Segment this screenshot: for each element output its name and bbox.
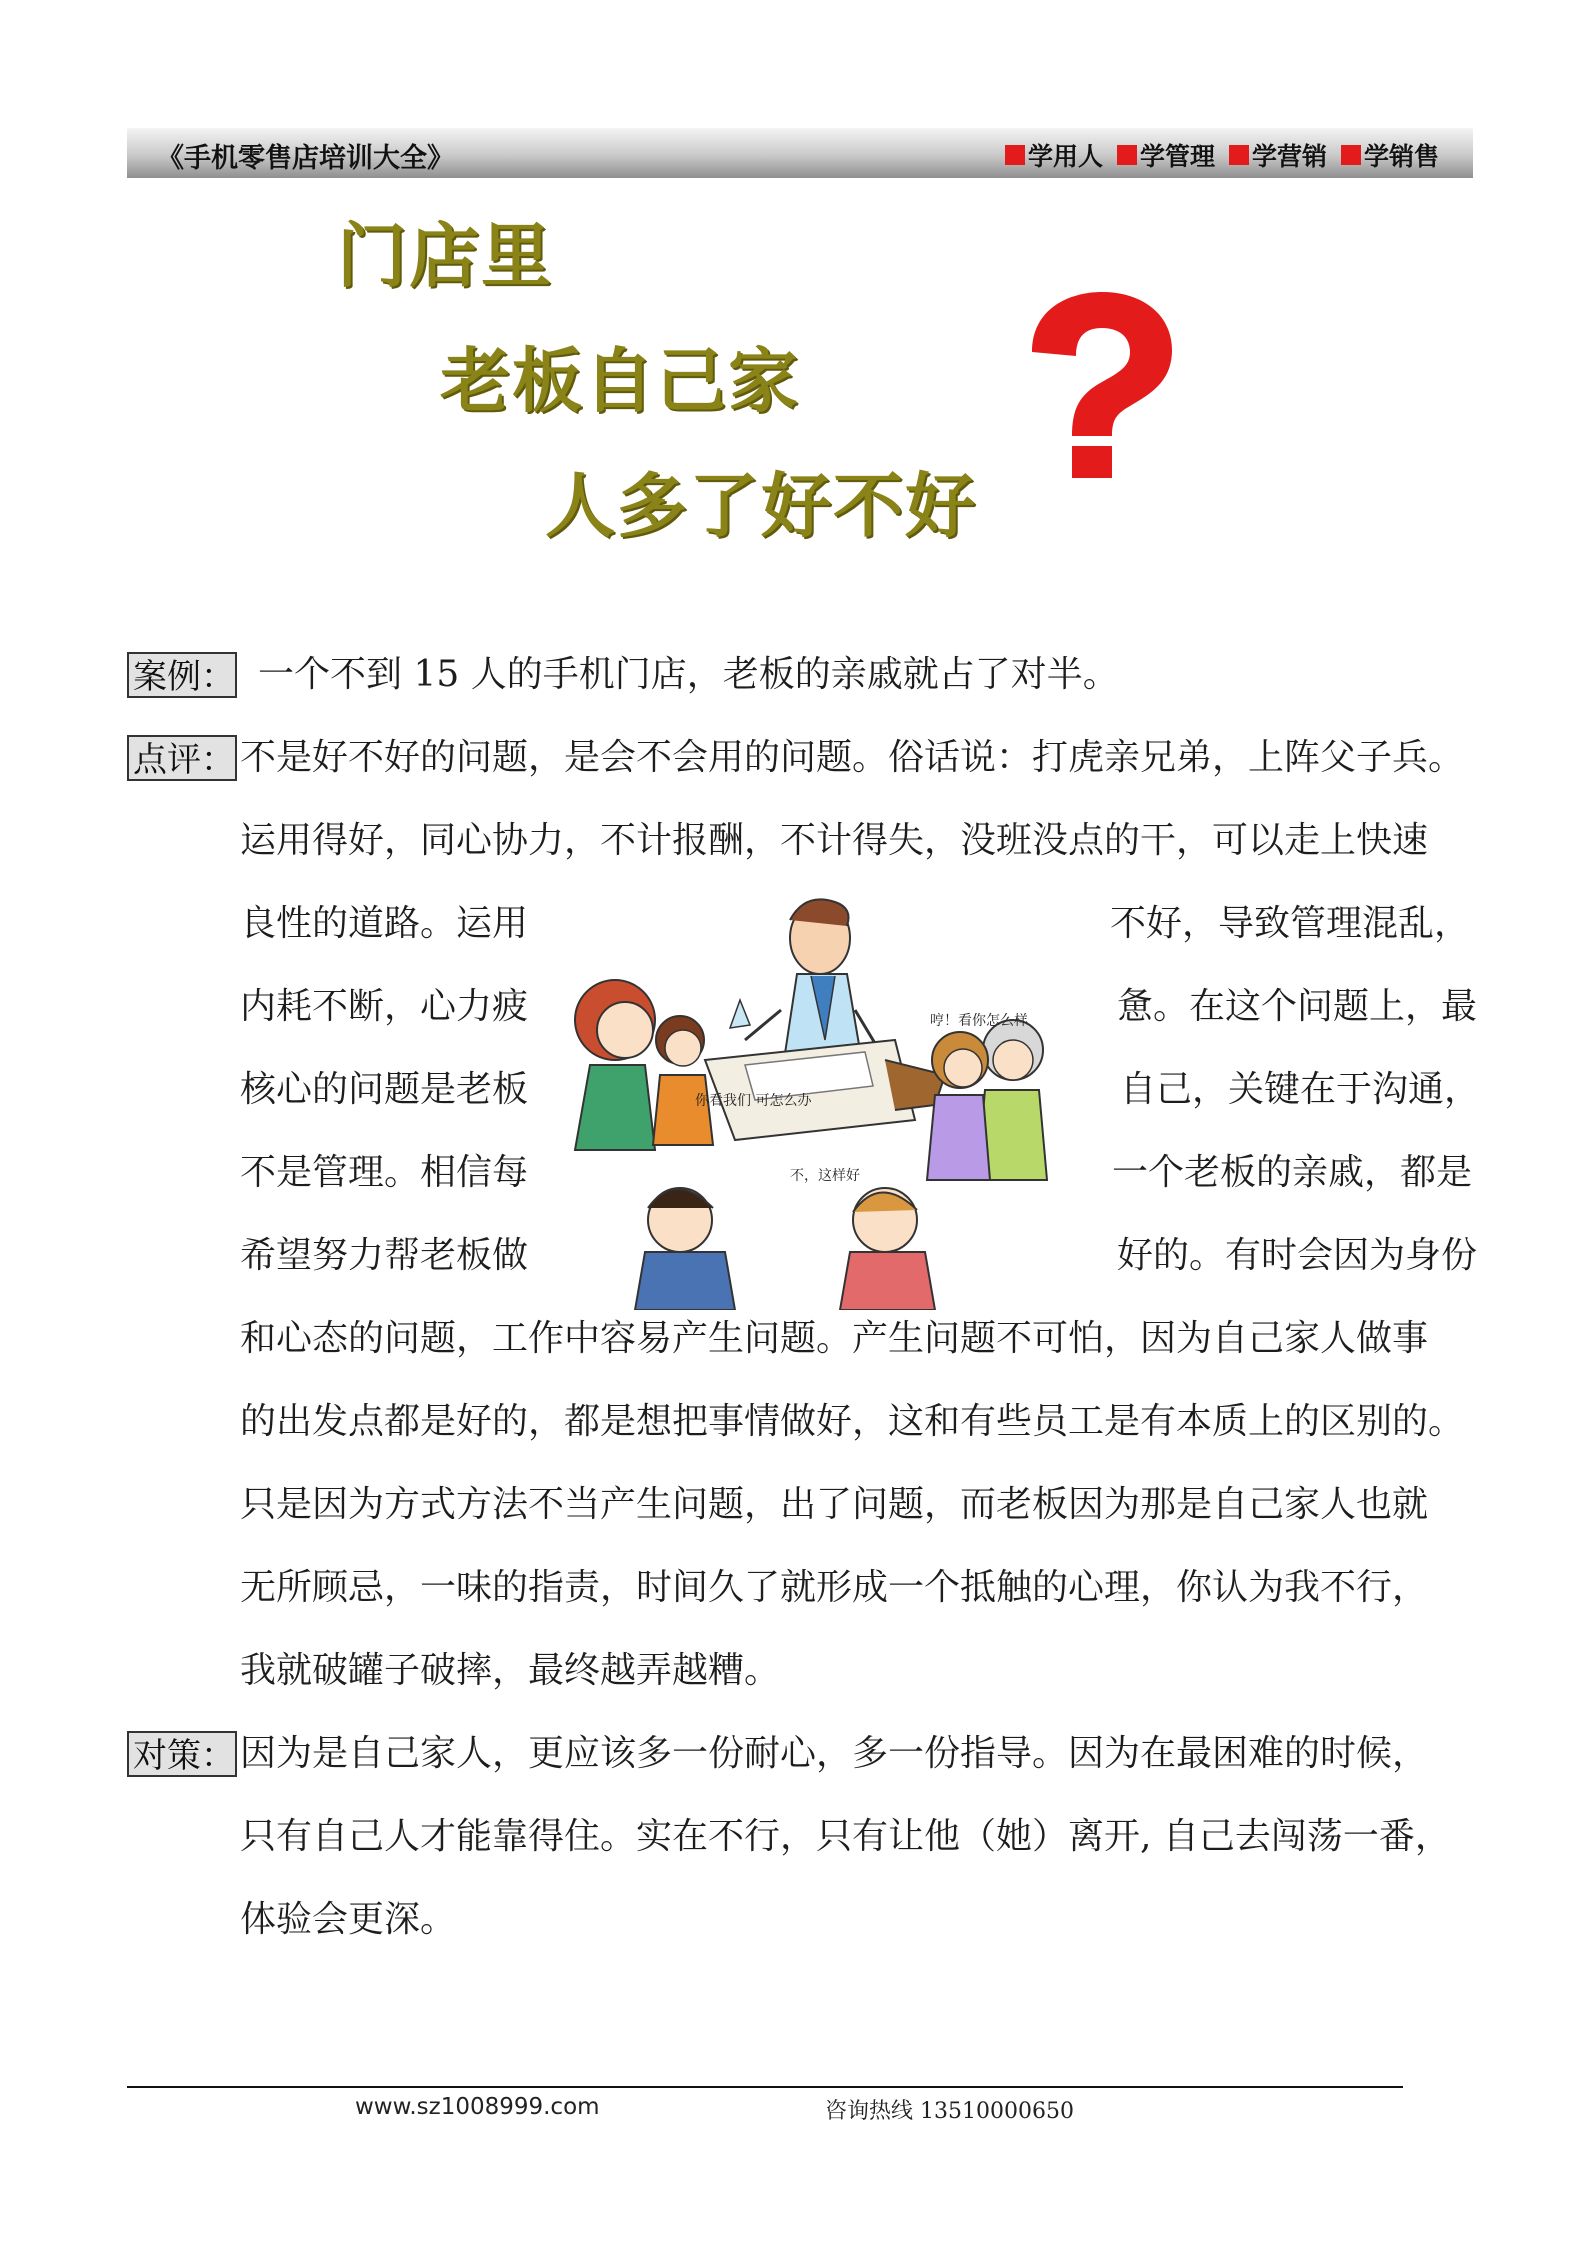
header-tag: 学管理: [1117, 137, 1215, 173]
footer-url[interactable]: www.sz1008999.com: [355, 2094, 600, 2120]
comment-line: 希望努力帮老板做: [240, 1235, 529, 1276]
header-tag: 学用人: [1005, 137, 1103, 173]
red-square-icon: [1117, 145, 1137, 165]
comment-label: 点评：: [127, 735, 237, 781]
bottom-relatives: [635, 1167, 935, 1310]
strategy-label: 对策：: [127, 1731, 237, 1777]
header-tag: 学营销: [1229, 137, 1327, 173]
red-square-icon: [1005, 145, 1025, 165]
comment-line: 一个老板的亲戚，都是: [1112, 1152, 1473, 1193]
comment-line: 只是因为方式方法不当产生问题，出了问题，而老板因为那是自己家人也就: [240, 1484, 1429, 1525]
comment-line: 好的。有时会因为身份: [1117, 1235, 1478, 1276]
header-tag: 学销售: [1341, 137, 1439, 173]
case-text: 一个不到 15 人的手机门店，老板的亲戚就占了对半。: [258, 654, 1119, 695]
question-mark-icon: [1010, 290, 1180, 480]
comment-line: 惫。在这个问题上，最: [1117, 986, 1478, 1027]
comment-line: 核心的问题是老板: [240, 1069, 529, 1110]
comment-line: 无所顾忌，一味的指责，时间久了就形成一个抵触的心理，你认为我不行，: [240, 1567, 1429, 1608]
comment-line: 内耗不断，心力疲: [240, 986, 529, 1027]
comment-line: 不是管理。相信每: [240, 1152, 529, 1193]
speech-center: 不，这样好: [790, 1168, 860, 1184]
comment-line: 自己，关键在于沟通，: [1120, 1069, 1481, 1110]
family-cartoon-illustration: [535, 890, 1095, 1310]
red-square-icon: [1341, 145, 1361, 165]
title-line-3: 人多了好不好: [545, 465, 977, 547]
speech-left: 你看我们 可怎么办: [695, 1093, 812, 1109]
strategy-line: 因为是自己家人，更应该多一份耐心，多一份指导。因为在最困难的时候，: [240, 1733, 1429, 1774]
comment-line: 不好，导致管理混乱，: [1110, 903, 1471, 944]
red-square-icon: [1229, 145, 1249, 165]
book-title: 《手机零售店培训大全》: [157, 143, 454, 174]
footer-hotline: 咨询热线 13510000650: [825, 2099, 1074, 2124]
header-bar: [127, 128, 1473, 178]
right-relatives: [927, 1012, 1047, 1180]
comment-line: 运用得好，同心协力，不计报酬，不计得失，没班没点的干，可以走上快速: [240, 820, 1429, 861]
comment-line: 的出发点都是好的，都是想把事情做好，这和有些员工是有本质上的区别的。: [240, 1401, 1465, 1442]
speech-right: 哼！看你怎么样: [930, 1013, 1028, 1029]
comment-line: 不是好不好的问题，是会不会用的问题。俗话说：打虎亲兄弟，上阵父子兵。: [240, 737, 1465, 778]
strategy-line: 只有自己人才能靠得住。实在不行，只有让他（她）离开, 自己去闯荡一番，: [240, 1816, 1451, 1857]
comment-line: 良性的道路。运用: [240, 903, 529, 944]
header-tags: [1005, 137, 1439, 173]
title-line-1: 门店里: [337, 215, 553, 297]
footer-rule: [127, 2086, 1403, 2088]
strategy-line: 体验会更深。: [240, 1899, 457, 1940]
title-line-2: 老板自己家: [440, 340, 800, 422]
comment-line: 和心态的问题，工作中容易产生问题。产生问题不可怕，因为自己家人做事: [240, 1318, 1429, 1359]
comment-line: 我就破罐子破摔，最终越弄越糟。: [240, 1650, 781, 1691]
case-label: 案例：: [127, 652, 237, 698]
